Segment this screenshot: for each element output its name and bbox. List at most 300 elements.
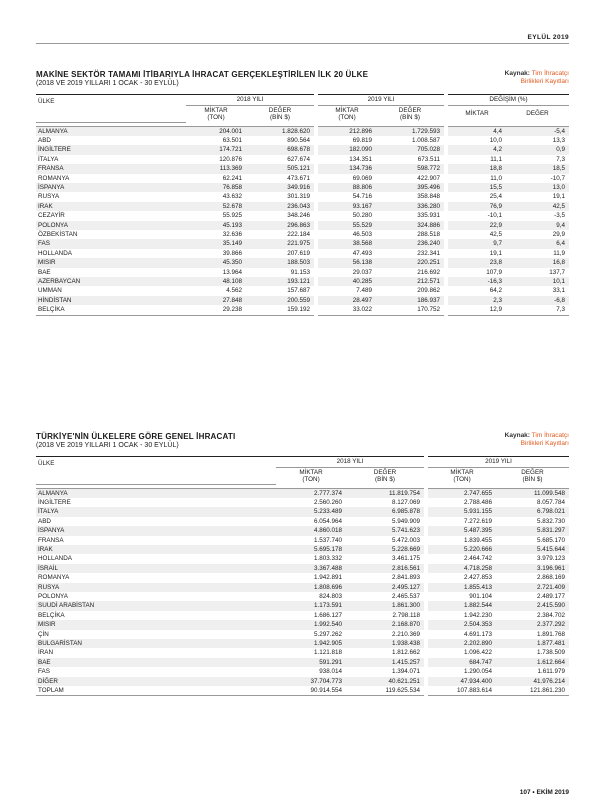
table-row <box>36 592 569 601</box>
change-miktar-cell: 22,9 <box>446 221 506 230</box>
deger-2018-cell: 3.461.175 <box>391 555 420 563</box>
change-miktar-cell: 4,2 <box>446 145 506 154</box>
table-row <box>36 145 569 154</box>
country-cell: AZERBAYCAN <box>36 277 186 286</box>
country-cell: İRAN <box>38 649 54 657</box>
miktar-2019-cell: 1.096.422 <box>426 648 496 657</box>
miktar-2018-cell: 1.942.891 <box>313 574 342 582</box>
source-value: Tim İhracatçı <box>531 70 569 77</box>
deger-2018-cell: 221.975 <box>246 239 316 248</box>
deger-2019-cell: 1.738.509 <box>536 649 565 657</box>
miktar-2018-cell: 4.860.018 <box>276 526 346 535</box>
miktar-2019-cell: 56.138 <box>316 258 376 267</box>
deger-2018-cell: 200.559 <box>246 296 316 305</box>
miktar-2018-cell: 5.695.178 <box>276 545 346 554</box>
change-deger-cell: 9,4 <box>506 221 569 230</box>
country-cell: RUSYA <box>36 583 276 592</box>
deger-2018-cell: 349.916 <box>246 183 316 192</box>
deger-2019-cell: 212.571 <box>376 277 446 286</box>
miktar-2019-cell: 134.351 <box>316 155 376 164</box>
change-miktar-cell: 15,5 <box>446 183 506 192</box>
miktar-2019-cell: 69.819 <box>316 136 376 145</box>
miktar-2018-cell: 39.866 <box>222 249 242 257</box>
deger-2018-cell: 2.798.118 <box>392 611 420 619</box>
change-miktar-cell: 12,9 <box>446 305 506 315</box>
change-miktar-cell: 10,0 <box>446 136 506 145</box>
miktar-2019-cell: 1.290.054 <box>426 667 496 676</box>
deger-2018-cell: 8.127.069 <box>391 498 420 506</box>
table-row <box>36 192 569 201</box>
general-export-rows <box>36 488 569 696</box>
deger-2019-cell: 6.798.021 <box>496 507 569 516</box>
table-row <box>36 211 569 220</box>
country-cell: İSRAİL <box>36 564 276 573</box>
miktar-2018-cell: 1.537.740 <box>313 536 342 544</box>
miktar-2018-cell: 63.501 <box>222 136 242 144</box>
deger-2019-header: DEĞER (BİN $) <box>398 106 422 121</box>
year-2019-header: 2019 YILI <box>426 457 569 468</box>
change-deger-cell: 16,8 <box>506 258 569 267</box>
deger-2019-cell: 1.612.664 <box>496 658 569 667</box>
deger-2019-cell: 2.868.169 <box>536 574 565 582</box>
country-cell: ALMANYA <box>36 126 186 136</box>
table2-source <box>505 432 569 448</box>
table-row <box>36 174 569 183</box>
miktar-2018-cell: 37.704.773 <box>276 677 346 686</box>
country-cell: ÇİN <box>38 630 49 638</box>
country-cell: ROMANYA <box>38 574 70 582</box>
table-row <box>36 648 569 657</box>
table-row <box>36 136 569 145</box>
deger-2019-cell: 1.729.593 <box>376 126 446 136</box>
miktar-2019-cell: 50.280 <box>316 211 376 220</box>
deger-2018-cell: 5.228.669 <box>346 545 426 554</box>
deger-2018-cell: 505.121 <box>246 164 316 173</box>
table-row <box>36 601 569 610</box>
change-deger-cell: -5,4 <box>506 126 569 136</box>
table-row <box>36 639 569 648</box>
miktar-2019-cell: 2.202.890 <box>426 639 496 648</box>
miktar-2019-cell: 7.489 <box>316 286 376 295</box>
deger-2018-cell: 40.621.251 <box>346 677 426 686</box>
change-deger-cell: 19,1 <box>552 193 565 201</box>
country-cell: DİĞER <box>36 677 276 686</box>
change-miktar-cell: 2,3 <box>446 296 506 305</box>
table-row <box>36 221 569 230</box>
deger-2019-cell: 11.099.548 <box>496 488 569 498</box>
country-cell: İNGİLTERE <box>38 498 71 506</box>
country-cell: FRANSA <box>38 536 64 544</box>
miktar-2018-cell: 32.636 <box>222 230 242 238</box>
miktar-2018-cell: 76.858 <box>186 183 246 192</box>
change-miktar-cell: 9,7 <box>446 239 506 248</box>
table-row <box>36 286 569 295</box>
miktar-2019-cell: 212.896 <box>316 126 376 136</box>
miktar-2019-cell: 4.718.258 <box>426 564 496 573</box>
country-cell: BAE <box>36 658 276 667</box>
table-row <box>36 155 569 164</box>
country-cell: BAE <box>38 268 51 276</box>
table1-title-block <box>36 70 569 94</box>
change-deger-header: DEĞER <box>526 110 549 118</box>
miktar-2018-cell: 5.233.489 <box>276 507 346 516</box>
deger-2018-cell: 1.861.300 <box>346 601 426 610</box>
change-miktar-cell: 64,2 <box>446 286 506 295</box>
miktar-2018-header: MİKTAR (TON) <box>204 106 228 121</box>
miktar-2019-cell: 38.568 <box>316 239 376 248</box>
deger-2018-cell: 1.415.257 <box>346 658 426 667</box>
change-deger-cell: 10,1 <box>506 277 569 286</box>
miktar-2018-cell: 2.560.260 <box>313 498 342 506</box>
deger-2019-cell: 5.685.170 <box>536 536 565 544</box>
deger-2019-cell: 598.772 <box>376 164 446 173</box>
table-row <box>36 658 569 667</box>
deger-2018-cell: 222.184 <box>287 230 310 238</box>
deger-2018-cell: 236.043 <box>246 202 316 211</box>
deger-2019-cell: 1.877.481 <box>496 639 569 648</box>
deger-2018-cell: 2.841.893 <box>391 574 420 582</box>
miktar-2018-cell: 55.925 <box>222 212 242 220</box>
miktar-2019-cell: 1.882.544 <box>426 601 496 610</box>
table2-subtitle: (2018 VE 2019 YILLARI 1 OCAK - 30 EYLÜL) <box>36 442 179 449</box>
deger-2019-cell: 673.511 <box>417 155 440 163</box>
table-row <box>36 611 569 620</box>
change-miktar-cell: 23,8 <box>446 258 506 267</box>
deger-2018-cell: 5.741.623 <box>346 526 426 535</box>
deger-2018-header: DEĞER (BİN $) <box>373 468 397 483</box>
miktar-2019-cell: 29.037 <box>316 268 376 277</box>
deger-2018-cell: 890.564 <box>287 136 310 144</box>
deger-2018-cell: 2.816.561 <box>346 564 426 573</box>
deger-2019-cell: 358.848 <box>417 193 440 201</box>
col-country-header: ÜLKE <box>36 95 186 123</box>
table-row <box>36 667 569 676</box>
miktar-2018-cell: 1.173.591 <box>276 601 346 610</box>
change-deger-cell: 137,7 <box>549 268 565 276</box>
deger-2018-cell: 1.938.438 <box>346 639 426 648</box>
general-export-table <box>36 456 569 696</box>
miktar-2019-cell: 4.691.173 <box>426 630 496 639</box>
miktar-2019-cell: 7.272.619 <box>426 517 496 526</box>
deger-2018-cell: 1.394.071 <box>391 668 420 676</box>
general-export-section <box>36 432 569 696</box>
miktar-2019-cell: 40.285 <box>316 277 376 286</box>
miktar-2018-cell: 2.777.374 <box>276 488 346 498</box>
miktar-2018-cell: 45.193 <box>186 221 246 230</box>
country-cell: SUUDİ ARABİSTAN <box>36 601 276 610</box>
deger-2019-cell: 5.831.297 <box>496 526 569 535</box>
miktar-2019-cell: 46.503 <box>316 230 376 239</box>
change-deger-cell: 13,0 <box>506 183 569 192</box>
miktar-2019-cell: 2.427.853 <box>426 573 496 582</box>
country-cell: İSPANYA <box>36 183 186 192</box>
deger-2019-cell: 3.196.961 <box>496 564 569 573</box>
country-cell: BELÇİKA <box>36 305 186 315</box>
miktar-2018-cell: 113.369 <box>186 164 246 173</box>
miktar-2018-cell: 1.808.696 <box>276 583 346 592</box>
deger-2019-cell: 41.976.214 <box>496 677 569 686</box>
machine-export-rows <box>36 126 569 315</box>
deger-2019-header: DEĞER (BİN $) <box>521 468 544 483</box>
miktar-2019-cell: 69.069 <box>316 174 376 183</box>
miktar-2019-header: MİKTAR (TON) <box>316 106 376 123</box>
deger-2018-cell: 296.863 <box>246 221 316 230</box>
change-miktar-cell: 11,1 <box>446 155 506 164</box>
change-deger-cell: 11,9 <box>553 249 565 257</box>
deger-2018-cell: 207.619 <box>287 249 310 257</box>
deger-2018-cell: 348.246 <box>287 212 310 220</box>
deger-2019-cell: 216.692 <box>417 268 440 276</box>
miktar-2019-cell: 2.504.353 <box>426 620 496 629</box>
miktar-2018-cell: 174.721 <box>186 145 246 154</box>
top-divider <box>36 43 569 44</box>
source-value: Tim İhracatçı <box>531 432 569 439</box>
deger-2018-cell: 2.465.537 <box>391 592 420 600</box>
table-row <box>36 620 569 629</box>
miktar-2018-cell: 62.241 <box>222 174 242 182</box>
deger-2019-cell: 2.415.590 <box>496 601 569 610</box>
table-row <box>36 202 569 211</box>
deger-2019-cell: 236.240 <box>376 239 446 248</box>
table-row <box>36 564 569 573</box>
machine-export-table <box>36 94 569 316</box>
miktar-2018-cell: 824.803 <box>319 592 342 600</box>
deger-2019-cell: 121.861.230 <box>496 686 569 696</box>
deger-2019-cell: 2.489.177 <box>536 592 565 600</box>
deger-2019-cell: 2.384.702 <box>536 611 565 619</box>
miktar-2019-cell: 2.464.742 <box>426 554 496 563</box>
deger-2018-cell: 698.678 <box>246 145 316 154</box>
miktar-2018-cell: 52.678 <box>186 202 246 211</box>
table-row <box>36 277 569 286</box>
change-miktar-cell: 42,5 <box>446 230 506 239</box>
country-cell: ALMANYA <box>36 488 276 498</box>
country-cell: MISIR <box>36 258 186 267</box>
country-cell: BULGARİSTAN <box>36 639 276 648</box>
source-label: Kaynak: <box>504 432 530 439</box>
change-deger-cell: 0,9 <box>506 145 569 154</box>
deger-2018-cell: 1.812.662 <box>391 649 420 657</box>
change-deger-cell: 42,5 <box>506 202 569 211</box>
miktar-2018-cell: 591.291 <box>276 658 346 667</box>
change-miktar-cell: 107,9 <box>446 268 506 277</box>
deger-2018-header: DEĞER (BİN $) <box>268 106 292 121</box>
country-cell: RUSYA <box>38 193 60 201</box>
deger-2019-cell: 186.937 <box>376 296 446 305</box>
country-cell: İSPANYA <box>36 526 276 535</box>
miktar-2019-cell: 93.167 <box>316 202 376 211</box>
year-2019-header: 2019 YILI <box>316 95 446 106</box>
table1-title: MAKİNE SEKTÖR TAMAMI İTİBARIYLA İHRACAT GERÇEKLEŞTİRİLEN İLK 20 ÜLKE <box>36 70 369 79</box>
table-row <box>36 239 569 248</box>
deger-2019-cell: 395.496 <box>376 183 446 192</box>
table-row <box>36 126 569 136</box>
deger-2018-cell: 2.210.369 <box>391 630 420 638</box>
country-cell: FAS <box>36 239 186 248</box>
table-row <box>36 498 569 507</box>
source-label: Kaynak: <box>504 70 530 77</box>
miktar-2019-cell: 55.529 <box>316 221 376 230</box>
table1-subtitle: (2018 VE 2019 YILLARI 1 OCAK - 30 EYLÜL) <box>36 80 179 87</box>
table-row <box>36 249 569 258</box>
change-deger-cell: 29,9 <box>552 230 565 238</box>
change-miktar-cell: -16,3 <box>446 277 506 286</box>
deger-2018-cell: 193.121 <box>246 277 316 286</box>
miktar-2019-cell: 5.931.155 <box>426 507 496 516</box>
change-miktar-cell: 76,9 <box>446 202 506 211</box>
miktar-2019-cell: 88.806 <box>316 183 376 192</box>
miktar-2018-cell: 1.992.540 <box>276 620 346 629</box>
deger-2018-cell: 5.472.003 <box>391 536 420 544</box>
miktar-2018-cell: 204.001 <box>186 126 246 136</box>
country-cell: POLONYA <box>36 221 186 230</box>
year-2018-header: 2018 YILI <box>186 95 316 106</box>
change-miktar-cell: 25,4 <box>446 192 506 201</box>
country-cell: MISIR <box>36 620 276 629</box>
miktar-2019-cell: 5.487.395 <box>426 526 496 535</box>
country-cell: ABD <box>38 517 51 525</box>
change-deger-cell: 7,3 <box>556 155 565 163</box>
country-cell: FAS <box>38 668 50 676</box>
deger-2019-cell: 170.752 <box>376 305 446 315</box>
miktar-2018-header: MİKTAR (TON) <box>299 468 323 483</box>
miktar-2018-cell: 120.876 <box>219 155 242 163</box>
change-deger-cell: 7,3 <box>506 305 569 315</box>
miktar-2019-header: MİKTAR (TON) <box>426 468 496 485</box>
miktar-2018-cell: 5.297.262 <box>313 630 342 638</box>
change-miktar-cell: 19,1 <box>446 249 506 258</box>
change-deger-cell: -10,7 <box>550 174 565 182</box>
table-row <box>36 164 569 173</box>
miktar-2018-cell: 1.803.332 <box>313 555 342 563</box>
country-cell: HOLLANDA <box>38 249 72 257</box>
country-cell: İTALYA <box>36 507 276 516</box>
table-row <box>36 305 569 315</box>
col-country-header: ÜLKE <box>36 457 276 485</box>
table-row <box>36 183 569 192</box>
country-cell: HİNDİSTAN <box>36 296 186 305</box>
deger-2018-cell: 119.625.534 <box>346 686 426 696</box>
miktar-2019-cell: 28.497 <box>316 296 376 305</box>
deger-2019-cell: 288.518 <box>417 230 440 238</box>
change-deger-cell: 13,3 <box>552 136 565 144</box>
deger-2018-cell: 2.168.870 <box>346 620 426 629</box>
table-row <box>36 630 569 639</box>
miktar-2019-cell: 5.220.666 <box>426 545 496 554</box>
miktar-2018-cell: 3.367.488 <box>276 564 346 573</box>
table-row <box>36 488 569 498</box>
miktar-2018-cell: 27.848 <box>186 296 246 305</box>
table-row <box>36 258 569 267</box>
deger-2019-cell: 8.057.784 <box>536 498 565 506</box>
miktar-2019-cell: 684.747 <box>426 658 496 667</box>
miktar-2018-cell: 6.054.964 <box>313 517 342 525</box>
miktar-2018-cell: 43.632 <box>222 193 242 201</box>
country-cell: ABD <box>38 136 51 144</box>
deger-2019-cell: 1.611.979 <box>537 668 565 676</box>
deger-2018-cell: 301.319 <box>287 193 310 201</box>
miktar-2019-cell: 1.839.455 <box>426 536 496 545</box>
deger-2019-cell: 232.341 <box>417 249 440 257</box>
deger-2019-cell: 3.979.123 <box>536 555 565 563</box>
deger-2018-cell: 6.985.878 <box>346 507 426 516</box>
country-cell: TOPLAM <box>36 686 276 696</box>
miktar-2019-cell: 2.747.655 <box>426 488 496 498</box>
country-cell: POLONYA <box>38 592 68 600</box>
change-deger-cell: -6,8 <box>506 296 569 305</box>
country-cell: IRAK <box>36 202 186 211</box>
source-value-line2: Birlikleri Kayıtları <box>520 440 569 447</box>
country-cell: UMMAN <box>38 287 62 295</box>
country-cell: İTALYA <box>38 155 59 163</box>
miktar-2019-cell: 2.788.486 <box>426 498 496 507</box>
issue-month: EYLÜL 2019 <box>527 34 569 41</box>
table-row <box>36 554 569 563</box>
deger-2018-cell: 157.687 <box>287 287 310 295</box>
miktar-2018-cell: 35.149 <box>186 239 246 248</box>
miktar-2019-cell: 33.022 <box>316 305 376 315</box>
deger-2019-cell: 324.886 <box>376 221 446 230</box>
miktar-2018-cell: 938.014 <box>319 668 342 676</box>
country-cell: HOLLANDA <box>38 555 72 563</box>
deger-2019-cell: 5.415.644 <box>496 545 569 554</box>
miktar-2018-cell: 48.108 <box>186 277 246 286</box>
country-cell: FRANSA <box>36 164 186 173</box>
deger-2018-cell: 5.949.909 <box>391 517 420 525</box>
table-row <box>36 573 569 582</box>
deger-2018-cell: 473.671 <box>287 174 310 182</box>
deger-2019-cell: 335.931 <box>417 212 440 220</box>
deger-2018-cell: 91.153 <box>290 268 310 276</box>
table-row <box>36 536 569 545</box>
table-row <box>36 268 569 277</box>
miktar-2018-cell: 1.942.905 <box>276 639 346 648</box>
miktar-2018-cell: 29.238 <box>186 305 246 315</box>
table-row <box>36 545 569 554</box>
country-cell: ÖZBEKİSTAN <box>38 230 78 238</box>
change-deger-cell: 6,4 <box>506 239 569 248</box>
miktar-2018-cell: 1.121.818 <box>313 649 342 657</box>
deger-2018-cell: 2.495.127 <box>346 583 426 592</box>
table-row <box>36 677 569 686</box>
miktar-2019-cell: 1.942.230 <box>426 611 496 620</box>
miktar-2019-cell: 134.736 <box>316 164 376 173</box>
change-deger-cell: 33,1 <box>552 287 565 295</box>
country-cell: ROMANYA <box>38 174 70 182</box>
change-miktar-cell: -10,1 <box>446 211 506 220</box>
deger-2018-cell: 11.819.754 <box>346 488 426 498</box>
deger-2019-cell: 705.028 <box>376 145 446 154</box>
miktar-2019-cell: 47.493 <box>316 249 376 258</box>
table-row <box>36 230 569 239</box>
deger-2019-cell: 5.832.730 <box>536 517 565 525</box>
table2-title-block <box>36 432 569 456</box>
deger-2019-cell: 336.280 <box>376 202 446 211</box>
table-row <box>36 296 569 305</box>
change-miktar-cell: 11,0 <box>446 174 506 183</box>
deger-2019-cell: 422.907 <box>417 174 440 182</box>
deger-2019-cell: 220.251 <box>376 258 446 267</box>
country-cell: İNGİLTERE <box>36 145 186 154</box>
table2-title: TÜRKİYE'NİN ÜLKELERE GÖRE GENEL İHRACATI <box>36 432 236 441</box>
deger-2018-cell: 1.828.620 <box>246 126 316 136</box>
table-row <box>36 507 569 516</box>
source-value-line2: Birlikleri Kayıtları <box>520 78 569 85</box>
page-footer: 107 • EKİM 2019 <box>519 789 569 796</box>
miktar-2018-cell: 13.964 <box>222 268 242 276</box>
machine-export-section <box>36 70 569 316</box>
deger-2018-cell: 627.674 <box>287 155 310 163</box>
